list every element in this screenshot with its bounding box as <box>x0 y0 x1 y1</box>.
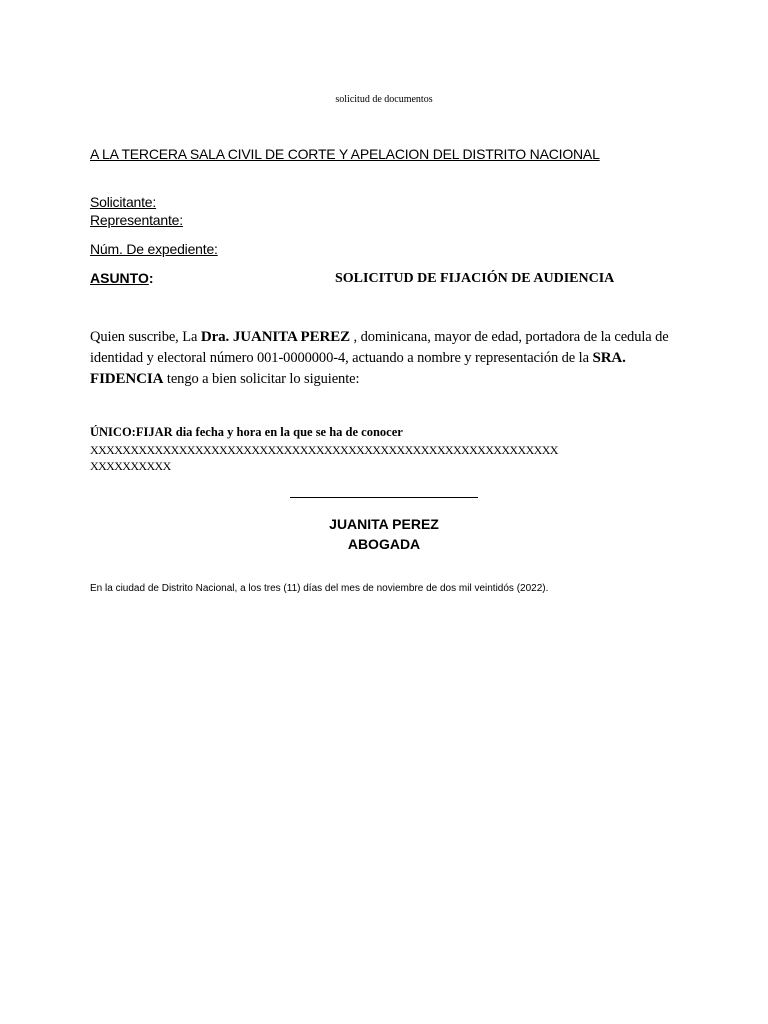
closing-statement: En la ciudad de Distrito Nacional, a los tres (11) días del mes de noviembre de dos mil veintidós (2022). <box>90 583 549 594</box>
placeholder-line-1: XXXXXXXXXXXXXXXXXXXXXXXXXXXXXXXXXXXXXXXXXXXXXXXXXXXXXXXXXX <box>90 443 558 457</box>
body-part-1: Quien suscribe, La <box>90 329 201 345</box>
asunto-label-text: ASUNTO <box>90 270 149 286</box>
solicitante-field: Solicitante: <box>90 194 157 210</box>
signer-title: ABOGADA <box>347 536 421 552</box>
asunto-label <box>90 270 154 286</box>
unico-request: ÚNICO:FIJAR dia fecha y hora en la que se ha de conocer <box>90 425 403 439</box>
document-title: solicitud de documentos <box>335 94 433 105</box>
body-part-3: tengo a bien solicitar lo siguiente: <box>163 371 360 387</box>
requester-name: Dra. JUANITA PEREZ <box>200 329 351 345</box>
body-paragraph <box>90 327 680 390</box>
representante-field: Representante: <box>90 212 183 228</box>
signer-name: JUANITA PEREZ <box>329 516 439 532</box>
asunto-value: SOLICITUD DE FIJACIÓN DE AUDIENCIA <box>335 271 615 286</box>
body-part-2: , dominicana, mayor de edad, portadora de la cedula de identidad y electoral número 001-0000000-4, actuando a nombre y representación de la <box>90 329 669 366</box>
represented-name: SRA. FIDENCIA <box>90 350 626 387</box>
expediente-field: Núm. De expediente: <box>90 241 218 257</box>
asunto-colon: : <box>148 270 154 286</box>
addressee-line: A LA TERCERA SALA CIVIL DE CORTE Y APELACION DEL DISTRITO NACIONAL <box>90 146 600 162</box>
signature-line <box>290 497 478 498</box>
placeholder-line-2: XXXXXXXXXX <box>90 459 171 473</box>
